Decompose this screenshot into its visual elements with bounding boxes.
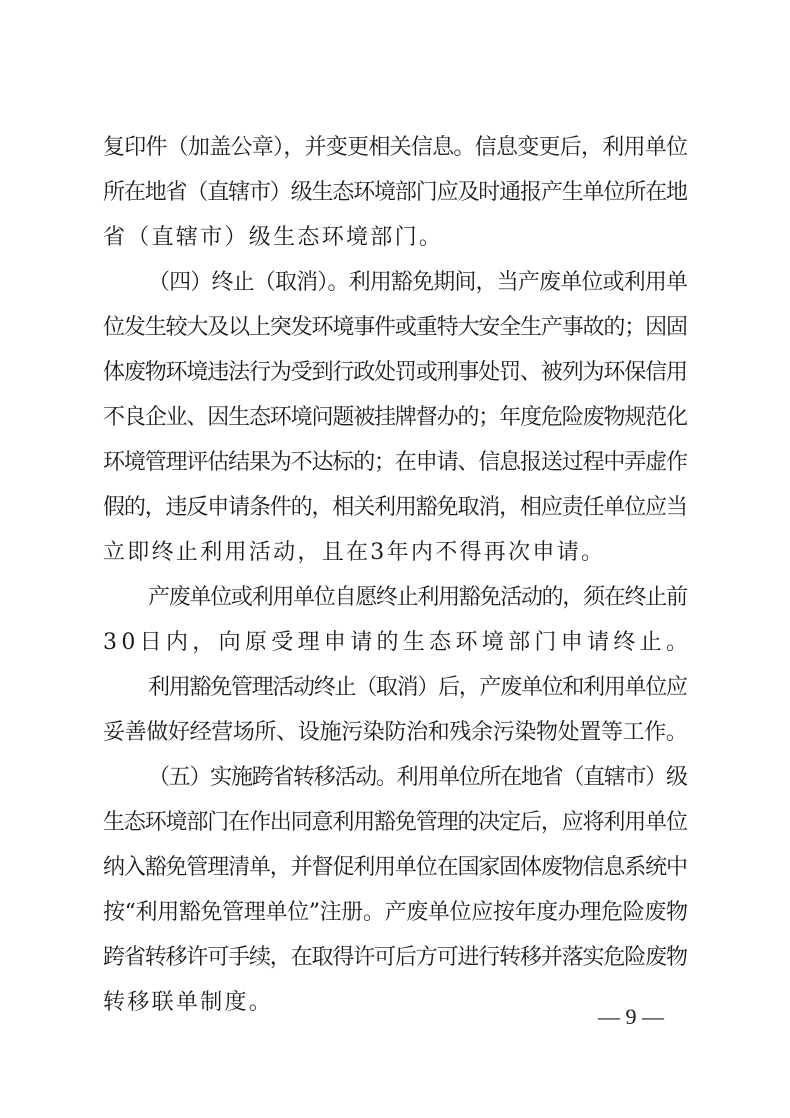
text-line: 假的，违反申请条件的，相关利用豁免取消，相应责任单位应当	[103, 495, 687, 520]
text-line: 复印件（加盖公章），并变更相关信息。信息变更后，利用单位	[103, 135, 688, 160]
text-line: 跨省转移许可手续，在取得许可后方可进行转移并落实危险废物	[103, 945, 687, 970]
text-line: 不良企业、因生态环境问题被挂牌督办的；年度危险废物规范化	[103, 405, 687, 430]
text-line: 位发生较大及以上突发环境事件或重特大安全生产事故的；因固	[103, 315, 687, 340]
text-line: 立即终止利用活动，且在3年内不得再次申请。	[103, 540, 606, 565]
text-line: 省（直辖市）级生态环境部门。	[103, 225, 444, 250]
section-heading-line: （五）实施跨省转移活动。利用单位所在地省（直辖市）级	[148, 765, 687, 790]
text-line: 30日内，向原受理申请的生态环境部门申请终止。	[103, 630, 693, 655]
text-line: 环境管理评估结果为不达标的；在申请、信息报送过程中弄虚作	[103, 450, 687, 475]
page-number: — 9 —	[598, 1004, 664, 1029]
text-line: 生态环境部门在作出同意利用豁免管理的决定后，应将利用单位	[103, 810, 687, 835]
text-line: 妥善做好经营场所、设施污染防治和残余污染物处置等工作。	[103, 720, 688, 745]
text-line: 转移联单制度。	[103, 990, 274, 1015]
text-line: 利用豁免管理活动终止（取消）后，产废单位和利用单位应	[148, 675, 687, 700]
section-heading-line: （四）终止（取消）。利用豁免期间，当产废单位或利用单	[148, 270, 688, 295]
text-line: 按“利用豁免管理单位”注册。产废单位应按年度办理危险废物	[103, 900, 688, 925]
text-line: 纳入豁免管理清单，并督促利用单位在国家固体废物信息系统中	[103, 855, 687, 880]
text-line: 所在地省（直辖市）级生态环境部门应及时通报产生单位所在地	[103, 180, 687, 205]
text-line: 产废单位或利用单位自愿终止利用豁免活动的，须在终止前	[148, 585, 687, 610]
text-line: 体废物环境违法行为受到行政处罚或刑事处罚、被列为环保信用	[103, 360, 687, 385]
